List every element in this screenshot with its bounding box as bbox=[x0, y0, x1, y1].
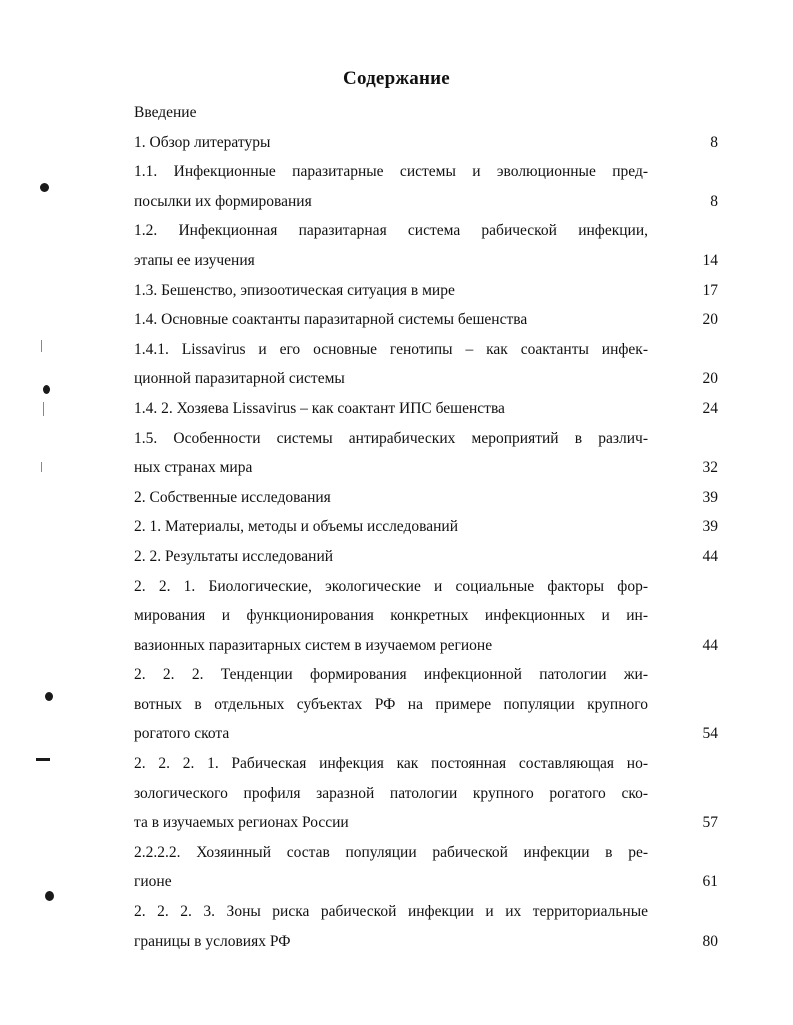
toc-line bbox=[134, 719, 720, 749]
scan-speck bbox=[41, 340, 42, 352]
toc-page-number: 8 bbox=[710, 192, 718, 210]
toc-page-number: 44 bbox=[702, 547, 718, 565]
toc-entry-text: 1.5. Особенности системы антирабических мероприятий в различ- bbox=[134, 429, 648, 447]
toc-page-number: 8 bbox=[710, 133, 718, 151]
toc-line bbox=[134, 483, 720, 513]
toc-line bbox=[134, 572, 720, 602]
toc-page-number: 24 bbox=[702, 399, 718, 417]
toc-line bbox=[134, 305, 720, 335]
toc-entry bbox=[134, 394, 720, 424]
toc-entry bbox=[134, 572, 720, 661]
scan-speck bbox=[43, 402, 44, 416]
toc-line bbox=[134, 157, 720, 187]
toc-entry bbox=[134, 897, 720, 956]
toc-line bbox=[134, 542, 720, 572]
toc-line bbox=[134, 660, 720, 690]
scan-speck bbox=[36, 758, 50, 761]
toc-entry bbox=[134, 542, 720, 572]
toc-page-number: 61 bbox=[702, 873, 718, 891]
toc-entry-text: та в изучаемых регионах России bbox=[134, 814, 349, 832]
toc-entry bbox=[134, 305, 720, 335]
toc-entry-text: вотных в отдельных субъектах РФ на примере популяции крупного bbox=[134, 695, 648, 713]
table-of-contents bbox=[134, 98, 720, 956]
scan-speck bbox=[45, 692, 53, 701]
toc-entry-text: 1.4.1. Lissavirus и его основные генотипы – как соактанты инфек- bbox=[134, 340, 648, 358]
toc-entry-text: 2. 2. 1. Биологические, экологические и социальные факторы фор- bbox=[134, 577, 648, 595]
scan-speck bbox=[41, 462, 42, 472]
toc-entry-text: зологического профиля заразной патологии крупного рогатого ско- bbox=[134, 784, 648, 802]
toc-line bbox=[134, 897, 720, 927]
toc-page-number: 20 bbox=[702, 370, 718, 388]
toc-entry-text: рогатого скота bbox=[134, 725, 230, 743]
toc-line bbox=[134, 867, 720, 897]
toc-entry-text: 2. 1. Материалы, методы и объемы исследований bbox=[134, 518, 459, 536]
toc-line bbox=[134, 276, 720, 306]
toc-line bbox=[134, 364, 720, 394]
toc-entry-text: 1. Обзор литературы bbox=[134, 133, 271, 151]
toc-entry-text: гионе bbox=[134, 873, 172, 891]
toc-entry-text: Введение bbox=[134, 104, 197, 121]
toc-entry-text: ных странах мира bbox=[134, 459, 253, 477]
toc-line bbox=[134, 749, 720, 779]
toc-entry bbox=[134, 749, 720, 838]
toc-entry-text: 1.2. Инфекционная паразитарная система рабической инфекции, bbox=[134, 222, 648, 240]
toc-entry bbox=[134, 483, 720, 513]
toc-entry bbox=[134, 216, 720, 275]
toc-line bbox=[134, 335, 720, 365]
toc-entry-text: 2.2.2.2. Хозяинный состав популяции рабической инфекции в ре- bbox=[134, 843, 648, 861]
toc-page-number: 80 bbox=[702, 932, 718, 950]
page-title: Содержание bbox=[343, 68, 450, 89]
toc-page-number: 17 bbox=[702, 281, 718, 299]
toc-entry bbox=[134, 128, 720, 158]
toc-entry-text: этапы ее изучения bbox=[134, 251, 255, 269]
toc-entry bbox=[134, 98, 720, 128]
toc-page-number: 57 bbox=[702, 814, 718, 832]
toc-entry bbox=[134, 157, 720, 216]
toc-entry bbox=[134, 424, 720, 483]
toc-line bbox=[134, 690, 720, 720]
toc-entry-text: 2. 2. 2. Тенденции формирования инфекционной патологии жи- bbox=[134, 666, 648, 684]
toc-entry-text: границы в условиях РФ bbox=[134, 932, 291, 950]
toc-entry-text: 2. 2. 2. 3. Зоны риска рабической инфекции и их территориальные bbox=[134, 903, 648, 921]
toc-line bbox=[134, 394, 720, 424]
toc-entry-text: 2. Собственные исследования bbox=[134, 488, 331, 506]
toc-page-number: 32 bbox=[702, 459, 718, 477]
toc-line bbox=[134, 187, 720, 217]
toc-entry-text: посылки их формирования bbox=[134, 192, 312, 210]
toc-entry-text: 1.1. Инфекционные паразитарные системы и эволюционные пред- bbox=[134, 163, 648, 181]
toc-entry bbox=[134, 335, 720, 394]
toc-line bbox=[134, 927, 720, 957]
toc-entry bbox=[134, 276, 720, 306]
toc-line bbox=[134, 128, 720, 158]
toc-entry bbox=[134, 838, 720, 897]
toc-page-number: 44 bbox=[702, 636, 718, 654]
toc-entry-text: мирования и функционирования конкретных инфекционных и ин- bbox=[134, 607, 648, 625]
toc-line bbox=[134, 779, 720, 809]
toc-line bbox=[134, 512, 720, 542]
toc-page-number: 14 bbox=[702, 251, 718, 269]
toc-entry-text: 1.3. Бешенство, эпизоотическая ситуация в мире bbox=[134, 281, 455, 299]
scan-speck bbox=[45, 891, 54, 901]
scan-speck bbox=[43, 385, 50, 394]
toc-page-number: 39 bbox=[702, 488, 718, 506]
toc-line bbox=[134, 838, 720, 868]
toc-entry bbox=[134, 660, 720, 749]
toc-entry-text: ционной паразитарной системы bbox=[134, 370, 345, 388]
toc-entry-text: 2. 2. Результаты исследований bbox=[134, 547, 334, 565]
toc-line bbox=[134, 424, 720, 454]
toc-line bbox=[134, 246, 720, 276]
toc-line bbox=[134, 216, 720, 246]
scan-speck bbox=[40, 183, 49, 192]
toc-entry-text: 1.4. Основные соактанты паразитарной системы бешенства bbox=[134, 311, 528, 329]
toc-entry-text: 1.4. 2. Хозяева Lissavirus – как соактант ИПС бешенства bbox=[134, 399, 505, 417]
toc-page-number: 54 bbox=[702, 725, 718, 743]
toc-line bbox=[134, 98, 720, 128]
toc-line bbox=[134, 631, 720, 661]
toc-line bbox=[134, 601, 720, 631]
toc-page-number: 20 bbox=[702, 311, 718, 329]
toc-line bbox=[134, 808, 720, 838]
toc-entry-text: 2. 2. 2. 1. Рабическая инфекция как постоянная составляющая но- bbox=[134, 755, 648, 773]
toc-entry bbox=[134, 512, 720, 542]
toc-page-number: 39 bbox=[702, 518, 718, 536]
toc-entry-text: вазионных паразитарных систем в изучаемом регионе bbox=[134, 636, 493, 654]
toc-line bbox=[134, 453, 720, 483]
